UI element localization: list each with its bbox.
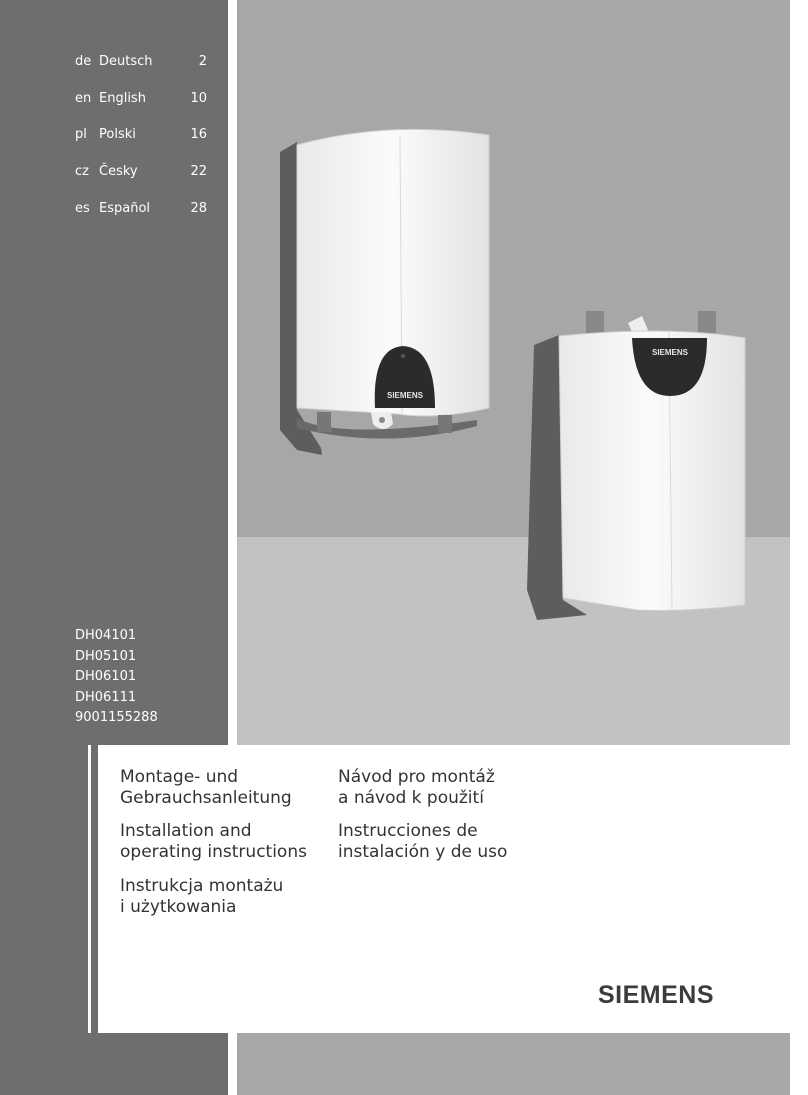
- title-line: a návod k použití: [338, 788, 484, 808]
- title-line: operating instructions: [120, 842, 307, 862]
- model-number: DH04101: [75, 628, 137, 643]
- title-line: Montage- und: [120, 767, 239, 787]
- heater-2-outlet-pipe: [698, 311, 716, 333]
- title-en: [120, 821, 307, 863]
- language-code: en: [75, 91, 92, 106]
- title-cz: [338, 767, 495, 809]
- language-code: pl: [75, 127, 87, 142]
- model-number: DH05101: [75, 648, 137, 664]
- heater-1-outlet-pipe: [438, 415, 452, 433]
- title-line: Gebrauchsanleitung: [120, 788, 292, 808]
- language-code: cz: [75, 164, 89, 179]
- language-page-number: 10: [190, 91, 207, 106]
- language-name: English: [99, 91, 146, 106]
- language-name: Česky: [99, 164, 138, 179]
- language-code: es: [75, 201, 90, 216]
- title-line: Návod pro montáž: [338, 767, 495, 787]
- heater-1-inlet-pipe: [317, 412, 331, 432]
- language-name: Español: [99, 201, 151, 216]
- title-line: i użytkowania: [120, 897, 237, 917]
- title-de: [120, 767, 292, 809]
- model-number: DH06101: [75, 669, 137, 684]
- heater-2-logo: SIEMENS: [651, 348, 689, 357]
- language-entry-en[interactable]: [75, 89, 207, 109]
- language-entry-cz[interactable]: [75, 162, 207, 182]
- model-number: DH06111: [75, 689, 137, 705]
- indicator-light-icon: [401, 354, 405, 358]
- language-entry-de[interactable]: [75, 52, 207, 72]
- water-heaters-illustration: [237, 0, 790, 745]
- language-page-number: 22: [190, 164, 207, 179]
- siemens-logo: SIEMENS: [598, 981, 715, 1009]
- title-line: Instrukcja montażu: [120, 876, 284, 896]
- language-name: Polski: [99, 127, 136, 142]
- part-number: 9001155288: [75, 710, 158, 725]
- title-line: Instrucciones de: [338, 821, 478, 841]
- title-line: instalación y de uso: [338, 842, 508, 862]
- language-code: de: [75, 54, 92, 69]
- title-es: [338, 821, 507, 863]
- footer-band: [237, 1033, 790, 1095]
- title-pl: [120, 876, 283, 918]
- heater-1-logo: SIEMENS: [386, 391, 424, 400]
- decorative-stripe: [88, 745, 91, 1033]
- heater-2-inlet-pipe: [586, 311, 604, 333]
- language-entry-pl[interactable]: [75, 125, 207, 145]
- language-page-number: 2: [198, 54, 207, 69]
- title-line: Installation and: [120, 821, 252, 841]
- language-entry-es[interactable]: [75, 199, 207, 219]
- model-numbers: [75, 626, 158, 729]
- language-page-number: 28: [190, 201, 207, 216]
- product-photo: [237, 0, 790, 745]
- language-name: Deutsch: [99, 54, 153, 69]
- language-page-number: 16: [190, 127, 207, 142]
